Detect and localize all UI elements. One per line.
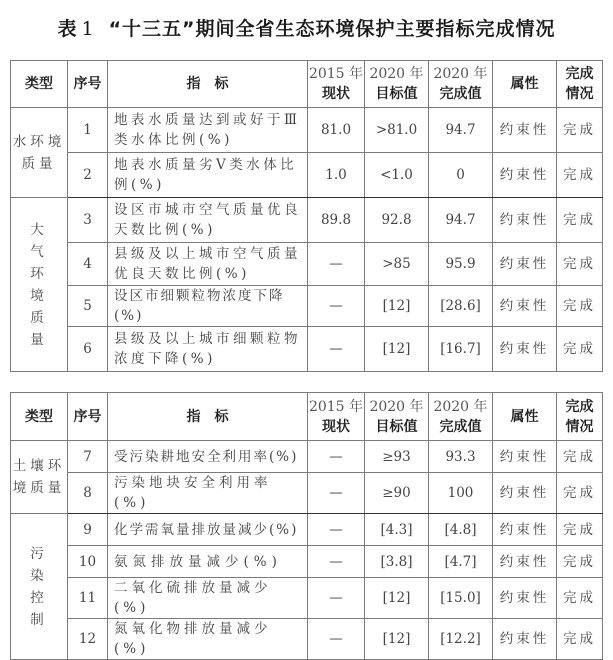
indicators-table-part-1 xyxy=(10,60,603,372)
target-cell: [12] xyxy=(365,286,429,327)
table-row xyxy=(11,546,603,578)
indicator-cell: 设区市细颗粒物浓度下降(%) xyxy=(108,286,308,327)
table-row xyxy=(11,578,603,619)
table-row xyxy=(11,286,603,327)
attribute-cell: 约束性 xyxy=(493,619,557,660)
actual-cell: 0 xyxy=(429,153,493,198)
actual-cell: [15.0] xyxy=(429,578,493,619)
target-cell: >81.0 xyxy=(365,108,429,153)
actual-cell: 94.7 xyxy=(429,108,493,153)
target-cell: [4.3] xyxy=(365,514,429,546)
header-type: 类型 xyxy=(11,393,68,441)
actual-cell: 100 xyxy=(429,473,493,514)
table-row xyxy=(11,198,603,243)
indicator-cell: 氨氮排放量减少(%) xyxy=(108,546,308,578)
seq-cell: 12 xyxy=(68,619,108,660)
header-2015-status: 2015 年 现状 xyxy=(308,61,365,108)
status-cell: 完成 xyxy=(557,473,603,514)
target-cell: [12] xyxy=(365,578,429,619)
value-2015-cell: — xyxy=(308,473,365,514)
category-cell: 土壤环境质量 xyxy=(11,441,68,514)
actual-cell: [4.8] xyxy=(429,514,493,546)
status-cell: 完成 xyxy=(557,441,603,473)
status-cell: 完成 xyxy=(557,153,603,198)
attribute-cell: 约束性 xyxy=(493,198,557,243)
seq-cell: 2 xyxy=(68,153,108,198)
table-title xyxy=(0,14,613,41)
header-type: 类型 xyxy=(11,61,68,108)
indicator-cell: 地表水质量劣Ⅴ类水体比例(%) xyxy=(108,153,308,198)
attribute-cell: 约束性 xyxy=(493,514,557,546)
attribute-cell: 约束性 xyxy=(493,108,557,153)
table-label: 表 xyxy=(57,18,78,40)
attribute-cell: 约束性 xyxy=(493,243,557,286)
table-number: 1 xyxy=(81,18,95,40)
header-2020-target: 2020 年 目标值 xyxy=(365,61,429,108)
attribute-cell: 约束性 xyxy=(493,473,557,514)
value-2015-cell: — xyxy=(308,327,365,372)
seq-cell: 10 xyxy=(68,546,108,578)
category-cell: 污染控制 xyxy=(11,514,68,660)
table-row xyxy=(11,153,603,198)
status-cell: 完成 xyxy=(557,327,603,372)
attribute-cell: 约束性 xyxy=(493,578,557,619)
table-row xyxy=(11,473,603,514)
target-cell: [12] xyxy=(365,327,429,372)
table-title-text: “十三五”期间全省生态环境保护主要指标完成情况 xyxy=(108,18,556,40)
header-seq: 序号 xyxy=(68,61,108,108)
target-cell: [12] xyxy=(365,619,429,660)
table-row xyxy=(11,327,603,372)
header-2020-actual: 2020 年 完成值 xyxy=(429,393,493,441)
value-2015-cell: — xyxy=(308,286,365,327)
indicator-cell: 污染地块安全利用率(%) xyxy=(108,473,308,514)
table-row xyxy=(11,619,603,660)
header-attribute: 属性 xyxy=(493,61,557,108)
value-2015-cell: — xyxy=(308,619,365,660)
category-cell: 大气环境质量 xyxy=(11,198,68,372)
header-attribute: 属性 xyxy=(493,393,557,441)
status-cell: 完成 xyxy=(557,578,603,619)
target-cell: 92.8 xyxy=(365,198,429,243)
value-2015-cell: 89.8 xyxy=(308,198,365,243)
indicator-cell: 受污染耕地安全利用率(%) xyxy=(108,441,308,473)
header-row xyxy=(11,61,603,108)
header-2015-status: 2015 年 现状 xyxy=(308,393,365,441)
actual-cell: [4.7] xyxy=(429,546,493,578)
value-2015-cell: — xyxy=(308,578,365,619)
header-row xyxy=(11,393,603,441)
target-cell: >85 xyxy=(365,243,429,286)
category-cell: 水环境质量 xyxy=(11,108,68,198)
value-2015-cell: — xyxy=(308,514,365,546)
indicator-cell: 县级及以上城市空气质量优良天数比例(%) xyxy=(108,243,308,286)
status-cell: 完成 xyxy=(557,108,603,153)
status-cell: 完成 xyxy=(557,198,603,243)
status-cell: 完成 xyxy=(557,286,603,327)
value-2015-cell: 81.0 xyxy=(308,108,365,153)
header-completion: 完成 情况 xyxy=(557,393,603,441)
target-cell: ≥93 xyxy=(365,441,429,473)
indicator-cell: 氮氧化物排放量减少(%) xyxy=(108,619,308,660)
attribute-cell: 约束性 xyxy=(493,441,557,473)
indicator-cell: 设区市城市空气质量优良天数比例(%) xyxy=(108,198,308,243)
seq-cell: 5 xyxy=(68,286,108,327)
seq-cell: 11 xyxy=(68,578,108,619)
status-cell: 完成 xyxy=(557,546,603,578)
indicator-cell: 地表水质量达到或好于Ⅲ类水体比例(%) xyxy=(108,108,308,153)
table-row xyxy=(11,514,603,546)
indicator-cell: 县级及以上城市细颗粒物浓度下降(%) xyxy=(108,327,308,372)
seq-cell: 6 xyxy=(68,327,108,372)
status-cell: 完成 xyxy=(557,514,603,546)
table-row xyxy=(11,243,603,286)
header-indicator: 指 标 xyxy=(108,393,308,441)
indicator-cell: 化学需氧量排放量减少(%) xyxy=(108,514,308,546)
value-2015-cell: — xyxy=(308,441,365,473)
value-2015-cell: — xyxy=(308,546,365,578)
seq-cell: 3 xyxy=(68,198,108,243)
attribute-cell: 约束性 xyxy=(493,153,557,198)
header-2020-target: 2020 年 目标值 xyxy=(365,393,429,441)
status-cell: 完成 xyxy=(557,243,603,286)
table-row xyxy=(11,441,603,473)
header-seq: 序号 xyxy=(68,393,108,441)
actual-cell: 94.7 xyxy=(429,198,493,243)
status-cell: 完成 xyxy=(557,619,603,660)
actual-cell: 95.9 xyxy=(429,243,493,286)
header-completion: 完成 情况 xyxy=(557,61,603,108)
header-indicator: 指 标 xyxy=(108,61,308,108)
value-2015-cell: — xyxy=(308,243,365,286)
actual-cell: [12.2] xyxy=(429,619,493,660)
seq-cell: 9 xyxy=(68,514,108,546)
value-2015-cell: 1.0 xyxy=(308,153,365,198)
table-row xyxy=(11,108,603,153)
actual-cell: [28.6] xyxy=(429,286,493,327)
target-cell: ≥90 xyxy=(365,473,429,514)
target-cell: [3.8] xyxy=(365,546,429,578)
seq-cell: 1 xyxy=(68,108,108,153)
seq-cell: 8 xyxy=(68,473,108,514)
indicator-cell: 二氧化硫排放量减少(%) xyxy=(108,578,308,619)
seq-cell: 7 xyxy=(68,441,108,473)
attribute-cell: 约束性 xyxy=(493,327,557,372)
seq-cell: 4 xyxy=(68,243,108,286)
actual-cell: [16.7] xyxy=(429,327,493,372)
attribute-cell: 约束性 xyxy=(493,546,557,578)
target-cell: <1.0 xyxy=(365,153,429,198)
indicators-table-part-2 xyxy=(10,392,603,660)
header-2020-actual: 2020 年 完成值 xyxy=(429,61,493,108)
attribute-cell: 约束性 xyxy=(493,286,557,327)
actual-cell: 93.3 xyxy=(429,441,493,473)
